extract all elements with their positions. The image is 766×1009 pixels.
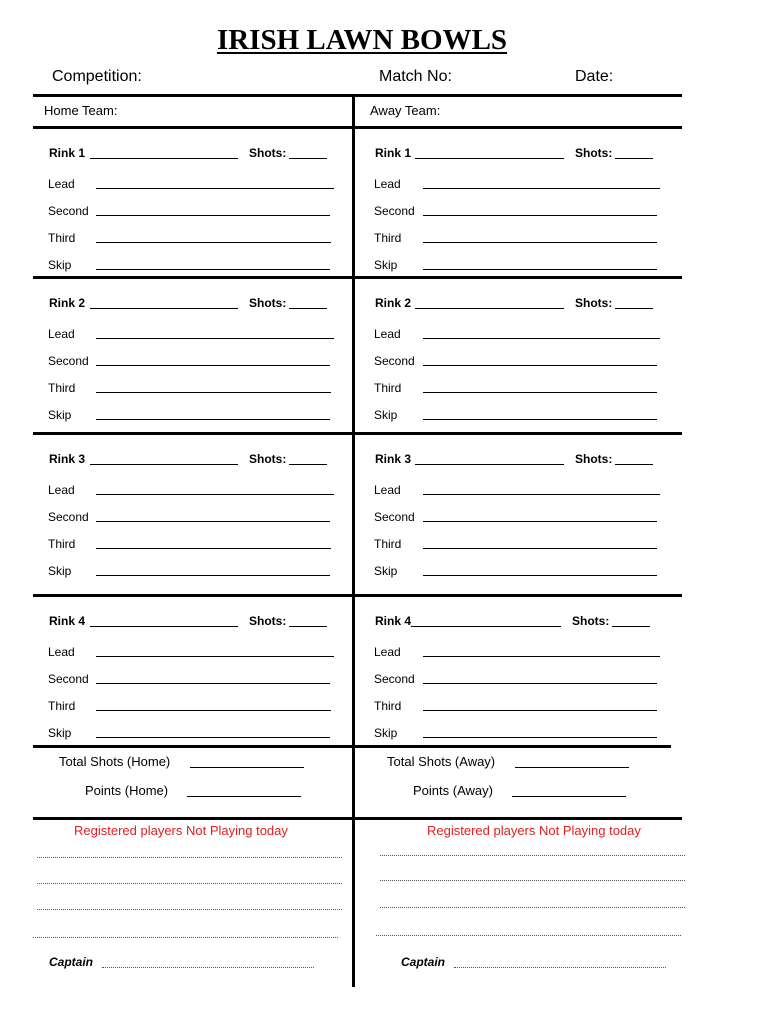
rink-1-away-label: Rink 1 bbox=[375, 146, 412, 160]
rink-1-home-lead-field[interactable] bbox=[96, 188, 334, 189]
rink-3-home-name-field[interactable] bbox=[90, 464, 238, 465]
lead-label: Lead bbox=[374, 645, 401, 659]
rink-1-home-third-field[interactable] bbox=[96, 242, 331, 243]
home-team-label: Home Team: bbox=[44, 103, 118, 118]
third-label: Third bbox=[48, 381, 76, 395]
rink-2-home-name-field[interactable] bbox=[90, 308, 238, 309]
registered-home-line[interactable] bbox=[37, 909, 342, 910]
rink-4-away-lead-field[interactable] bbox=[423, 656, 660, 657]
competition-label: Competition: bbox=[52, 68, 142, 85]
rink-2-away-shots-field[interactable] bbox=[615, 308, 653, 309]
rink-2-away-name-field[interactable] bbox=[415, 308, 564, 309]
captain-away-field[interactable] bbox=[454, 967, 666, 968]
third-label: Third bbox=[48, 231, 76, 245]
rink-3-home-lead-field[interactable] bbox=[96, 494, 334, 495]
rink-3-home-skip-field[interactable] bbox=[96, 575, 330, 576]
away-team-label: Away Team: bbox=[370, 103, 441, 118]
rink-4-home-skip-field[interactable] bbox=[96, 737, 330, 738]
rink-3-home-second-field[interactable] bbox=[96, 521, 330, 522]
lead-label: Lead bbox=[374, 483, 401, 497]
rink-1-home-second-field[interactable] bbox=[96, 215, 330, 216]
center-divider bbox=[352, 94, 355, 987]
page-title: IRISH LAWN BOWLS bbox=[216, 24, 508, 56]
totals-divider bbox=[33, 745, 671, 748]
rink-3-away-label: Rink 3 bbox=[375, 452, 412, 466]
rink-4-home-label: Rink 4 bbox=[49, 614, 86, 628]
rink-4-away-label: Rink 4 bbox=[375, 614, 412, 628]
third-label: Third bbox=[48, 699, 76, 713]
lead-label: Lead bbox=[48, 327, 75, 341]
date-label: Date: bbox=[575, 68, 614, 85]
rink-2-home-third-field[interactable] bbox=[96, 392, 331, 393]
rink-2-home-shots-label: Shots: bbox=[249, 296, 287, 310]
second-label: Second bbox=[48, 354, 89, 368]
captain-home-field[interactable] bbox=[102, 967, 314, 968]
rink-1-away-third-field[interactable] bbox=[423, 242, 657, 243]
lead-label: Lead bbox=[48, 645, 75, 659]
rink-4-away-second-field[interactable] bbox=[423, 683, 657, 684]
third-label: Third bbox=[374, 699, 402, 713]
second-label: Second bbox=[374, 354, 415, 368]
rink-divider bbox=[33, 276, 682, 279]
rink-2-home-shots-field[interactable] bbox=[289, 308, 327, 309]
rink-3-home-shots-label: Shots: bbox=[249, 452, 287, 466]
rink-2-away-skip-field[interactable] bbox=[423, 419, 657, 420]
registered-home-line[interactable] bbox=[37, 857, 342, 858]
total-shots-away-label: Total Shots (Away) bbox=[387, 754, 496, 769]
rink-4-home-third-field[interactable] bbox=[96, 710, 331, 711]
rink-4-home-shots-field[interactable] bbox=[289, 626, 327, 627]
rink-4-away-shots-label: Shots: bbox=[572, 614, 610, 628]
rink-4-home-name-field[interactable] bbox=[90, 626, 238, 627]
skip-label: Skip bbox=[48, 408, 72, 422]
skip-label: Skip bbox=[374, 564, 398, 578]
rink-3-home-label: Rink 3 bbox=[49, 452, 86, 466]
rink-4-away-third-field[interactable] bbox=[423, 710, 657, 711]
rink-2-away-shots-label: Shots: bbox=[575, 296, 613, 310]
total-shots-home-label: Total Shots (Home) bbox=[59, 754, 171, 769]
rink-2-away-label: Rink 2 bbox=[375, 296, 412, 310]
registered-divider bbox=[33, 817, 682, 820]
match-no-label: Match No: bbox=[379, 68, 452, 85]
second-label: Second bbox=[48, 672, 89, 686]
rink-3-away-shots-label: Shots: bbox=[575, 452, 613, 466]
second-label: Second bbox=[48, 204, 89, 218]
rink-1-away-skip-field[interactable] bbox=[423, 269, 657, 270]
rink-4-away-skip-field[interactable] bbox=[423, 737, 657, 738]
rink-2-home-lead-field[interactable] bbox=[96, 338, 334, 339]
rink-3-away-skip-field[interactable] bbox=[423, 575, 657, 576]
registered-home-line[interactable] bbox=[37, 883, 342, 884]
rink-1-away-shots-field[interactable] bbox=[615, 158, 653, 159]
captain-home-label: Captain bbox=[49, 955, 94, 969]
rink-3-away-lead-field[interactable] bbox=[423, 494, 660, 495]
skip-label: Skip bbox=[48, 258, 72, 272]
skip-label: Skip bbox=[374, 726, 398, 740]
third-label: Third bbox=[374, 231, 402, 245]
skip-label: Skip bbox=[48, 564, 72, 578]
skip-label: Skip bbox=[374, 258, 398, 272]
rink-4-home-lead-field[interactable] bbox=[96, 656, 334, 657]
total-shots-home-field[interactable] bbox=[190, 767, 304, 768]
third-label: Third bbox=[374, 537, 402, 551]
lead-label: Lead bbox=[374, 177, 401, 191]
rink-divider bbox=[33, 594, 682, 597]
second-label: Second bbox=[374, 672, 415, 686]
points-away-label: Points (Away) bbox=[413, 783, 493, 798]
rink-4-away-shots-field[interactable] bbox=[612, 626, 650, 627]
registered-away-line[interactable] bbox=[380, 880, 685, 881]
rink-1-away-second-field[interactable] bbox=[423, 215, 657, 216]
rink-2-away-lead-field[interactable] bbox=[423, 338, 660, 339]
rink-4-away-name-field[interactable] bbox=[411, 626, 561, 627]
header-divider bbox=[33, 94, 682, 97]
rink-3-away-second-field[interactable] bbox=[423, 521, 657, 522]
lead-label: Lead bbox=[48, 483, 75, 497]
total-shots-away-field[interactable] bbox=[515, 767, 629, 768]
team-divider bbox=[33, 126, 682, 129]
points-away-field[interactable] bbox=[512, 796, 626, 797]
rink-1-away-name-field[interactable] bbox=[415, 158, 564, 159]
rink-3-home-shots-field[interactable] bbox=[289, 464, 327, 465]
rink-1-home-shots-label: Shots: bbox=[249, 146, 287, 160]
rink-2-away-third-field[interactable] bbox=[423, 392, 657, 393]
rink-4-home-shots-label: Shots: bbox=[249, 614, 287, 628]
rink-2-home-label: Rink 2 bbox=[49, 296, 86, 310]
lead-label: Lead bbox=[48, 177, 75, 191]
rink-1-home-label: Rink 1 bbox=[49, 146, 86, 160]
registered-away-line[interactable] bbox=[380, 907, 685, 908]
rink-2-home-second-field[interactable] bbox=[96, 365, 330, 366]
skip-label: Skip bbox=[374, 408, 398, 422]
third-label: Third bbox=[374, 381, 402, 395]
second-label: Second bbox=[48, 510, 89, 524]
lead-label: Lead bbox=[374, 327, 401, 341]
rink-2-away-second-field[interactable] bbox=[423, 365, 657, 366]
registered-away-line[interactable] bbox=[380, 855, 685, 856]
points-home-label: Points (Home) bbox=[85, 783, 169, 798]
points-home-field[interactable] bbox=[187, 796, 301, 797]
rink-3-away-shots-field[interactable] bbox=[615, 464, 653, 465]
registered-home-line[interactable] bbox=[33, 937, 338, 938]
rink-3-home-third-field[interactable] bbox=[96, 548, 331, 549]
registered-away-label: Registered players Not Playing today bbox=[427, 823, 641, 838]
rink-1-home-name-field[interactable] bbox=[90, 158, 238, 159]
third-label: Third bbox=[48, 537, 76, 551]
rink-1-away-shots-label: Shots: bbox=[575, 146, 613, 160]
skip-label: Skip bbox=[48, 726, 72, 740]
rink-4-home-second-field[interactable] bbox=[96, 683, 330, 684]
registered-away-line[interactable] bbox=[376, 935, 681, 936]
registered-home-label: Registered players Not Playing today bbox=[74, 823, 288, 838]
rink-3-away-third-field[interactable] bbox=[423, 548, 657, 549]
second-label: Second bbox=[374, 204, 415, 218]
rink-2-home-skip-field[interactable] bbox=[96, 419, 330, 420]
captain-away-label: Captain bbox=[401, 955, 446, 969]
rink-divider bbox=[33, 432, 682, 435]
rink-1-away-lead-field[interactable] bbox=[423, 188, 660, 189]
rink-3-away-name-field[interactable] bbox=[415, 464, 564, 465]
rink-1-home-skip-field[interactable] bbox=[96, 269, 330, 270]
second-label: Second bbox=[374, 510, 415, 524]
rink-1-home-shots-field[interactable] bbox=[289, 158, 327, 159]
